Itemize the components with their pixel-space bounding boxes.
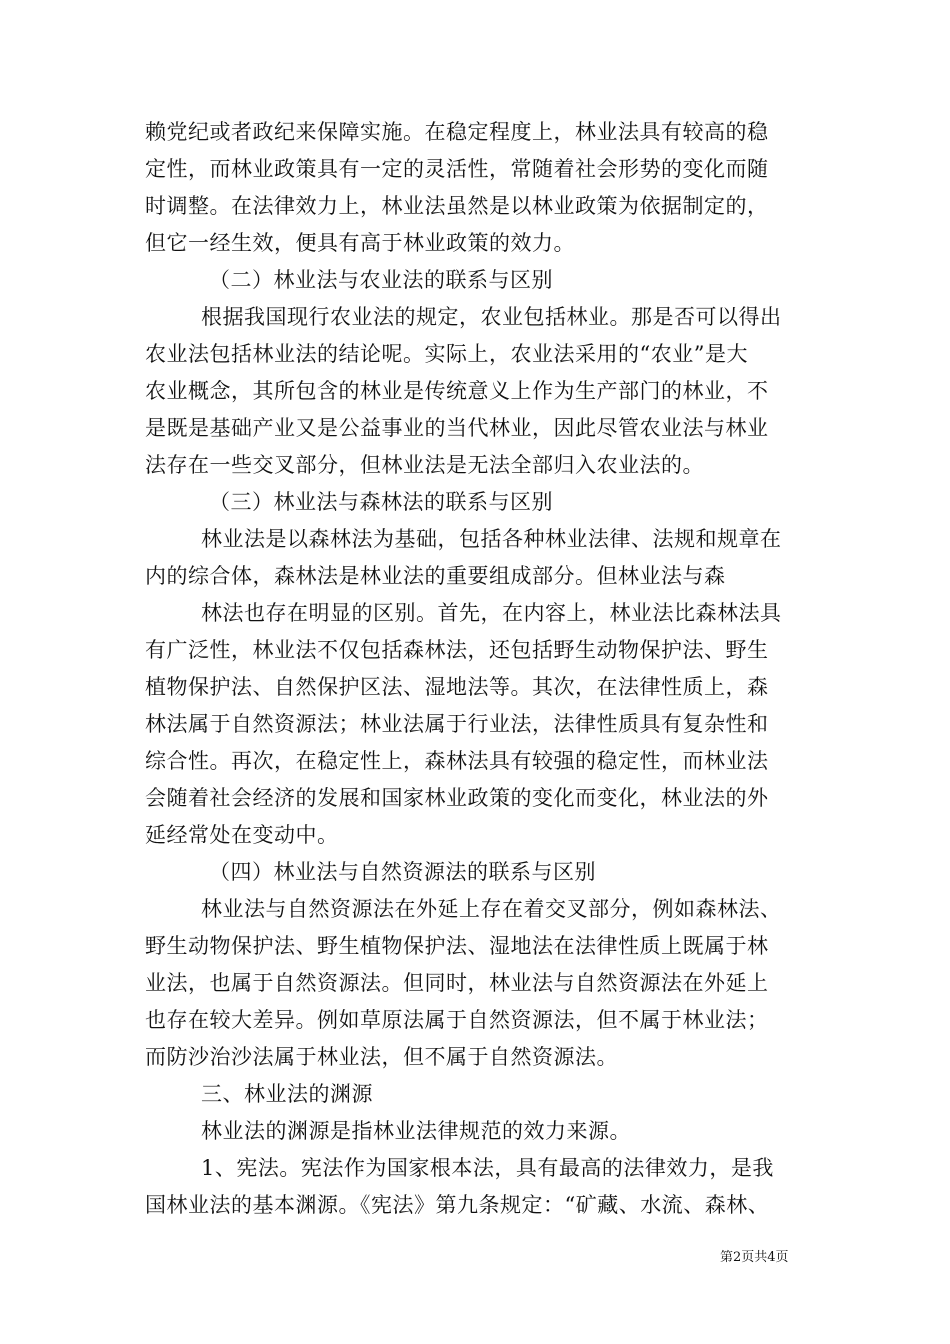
page-number-footer: 第2页共4页 (720, 1250, 789, 1265)
section-heading: （三）林业法与森林法的联系与区别 (209, 490, 553, 514)
chapter-heading: 三、林业法的渊源 (201, 1082, 373, 1106)
text-line: 也存在较大差异。例如草原法属于自然资源法，但不属于林业法； (145, 1008, 769, 1032)
text-line: 延经常处在变动中。 (145, 823, 339, 847)
document-body (145, 114, 815, 1224)
section-heading: （四）林业法与自然资源法的联系与区别 (209, 860, 596, 884)
paragraph-first-line: 林法也存在明显的区别。首先，在内容上，林业法比森林法具 (201, 601, 782, 625)
text-line: 时调整。在法律效力上，林业法虽然是以林业政策为依据制定的， (145, 194, 769, 218)
text-line: 会随着社会经济的发展和国家林业政策的变化而变化，林业法的外 (145, 786, 769, 810)
text-line: 赖党纪或者政纪来保障实施。在稳定程度上，林业法具有较高的稳 (145, 120, 769, 144)
text-line: 国林业法的基本渊源。《宪法》第九条规定：“矿藏、水流、森林、 (145, 1193, 770, 1217)
text-line: 有广泛性，林业法不仅包括森林法，还包括野生动物保护法、野生 (145, 638, 769, 662)
text-line: 农业概念，其所包含的林业是传统意义上作为生产部门的林业，不 (145, 379, 769, 403)
section-heading: （二）林业法与农业法的联系与区别 (209, 268, 553, 292)
paragraph-first-line: 林业法是以森林法为基础，包括各种林业法律、法规和规章在 (201, 527, 782, 551)
text-line: 法存在一些交叉部分，但林业法是无法全部归入农业法的。 (145, 453, 704, 477)
text-line: 野生动物保护法、野生植物保护法、湿地法在法律性质上既属于林 (145, 934, 769, 958)
text-line: 内的综合体，森林法是林业法的重要组成部分。但林业法与森 (145, 564, 726, 588)
text-line: 是既是基础产业又是公益事业的当代林业，因此尽管农业法与林业 (145, 416, 769, 440)
text-line: 而防沙治沙法属于林业法，但不属于自然资源法。 (145, 1045, 618, 1069)
text-line: 综合性。再次，在稳定性上，森林法具有较强的稳定性，而林业法 (145, 749, 769, 773)
text-line: 定性，而林业政策具有一定的灵活性，常随着社会形势的变化而随 (145, 157, 769, 181)
paragraph-first-line: 1、宪法。宪法作为国家根本法，具有最高的法律效力，是我 (201, 1156, 774, 1180)
paragraph-first-line: 林业法的渊源是指林业法律规范的效力来源。 (201, 1119, 631, 1143)
text-line: 农业法包括林业法的结论呢。实际上，农业法采用的“农业”是大 (145, 342, 748, 366)
text-line: 林法属于自然资源法；林业法属于行业法，法律性质具有复杂性和 (145, 712, 769, 736)
text-line: 但它一经生效，便具有高于林业政策的效力。 (145, 231, 575, 255)
paragraph-first-line: 林业法与自然资源法在外延上存在着交叉部分，例如森林法、 (201, 897, 782, 921)
text-line: 业法，也属于自然资源法。但同时，林业法与自然资源法在外延上 (145, 971, 769, 995)
text-line: 植物保护法、自然保护区法、湿地法等。其次，在法律性质上，森 (145, 675, 769, 699)
paragraph-first-line: 根据我国现行农业法的规定，农业包括林业。那是否可以得出 (201, 305, 782, 329)
